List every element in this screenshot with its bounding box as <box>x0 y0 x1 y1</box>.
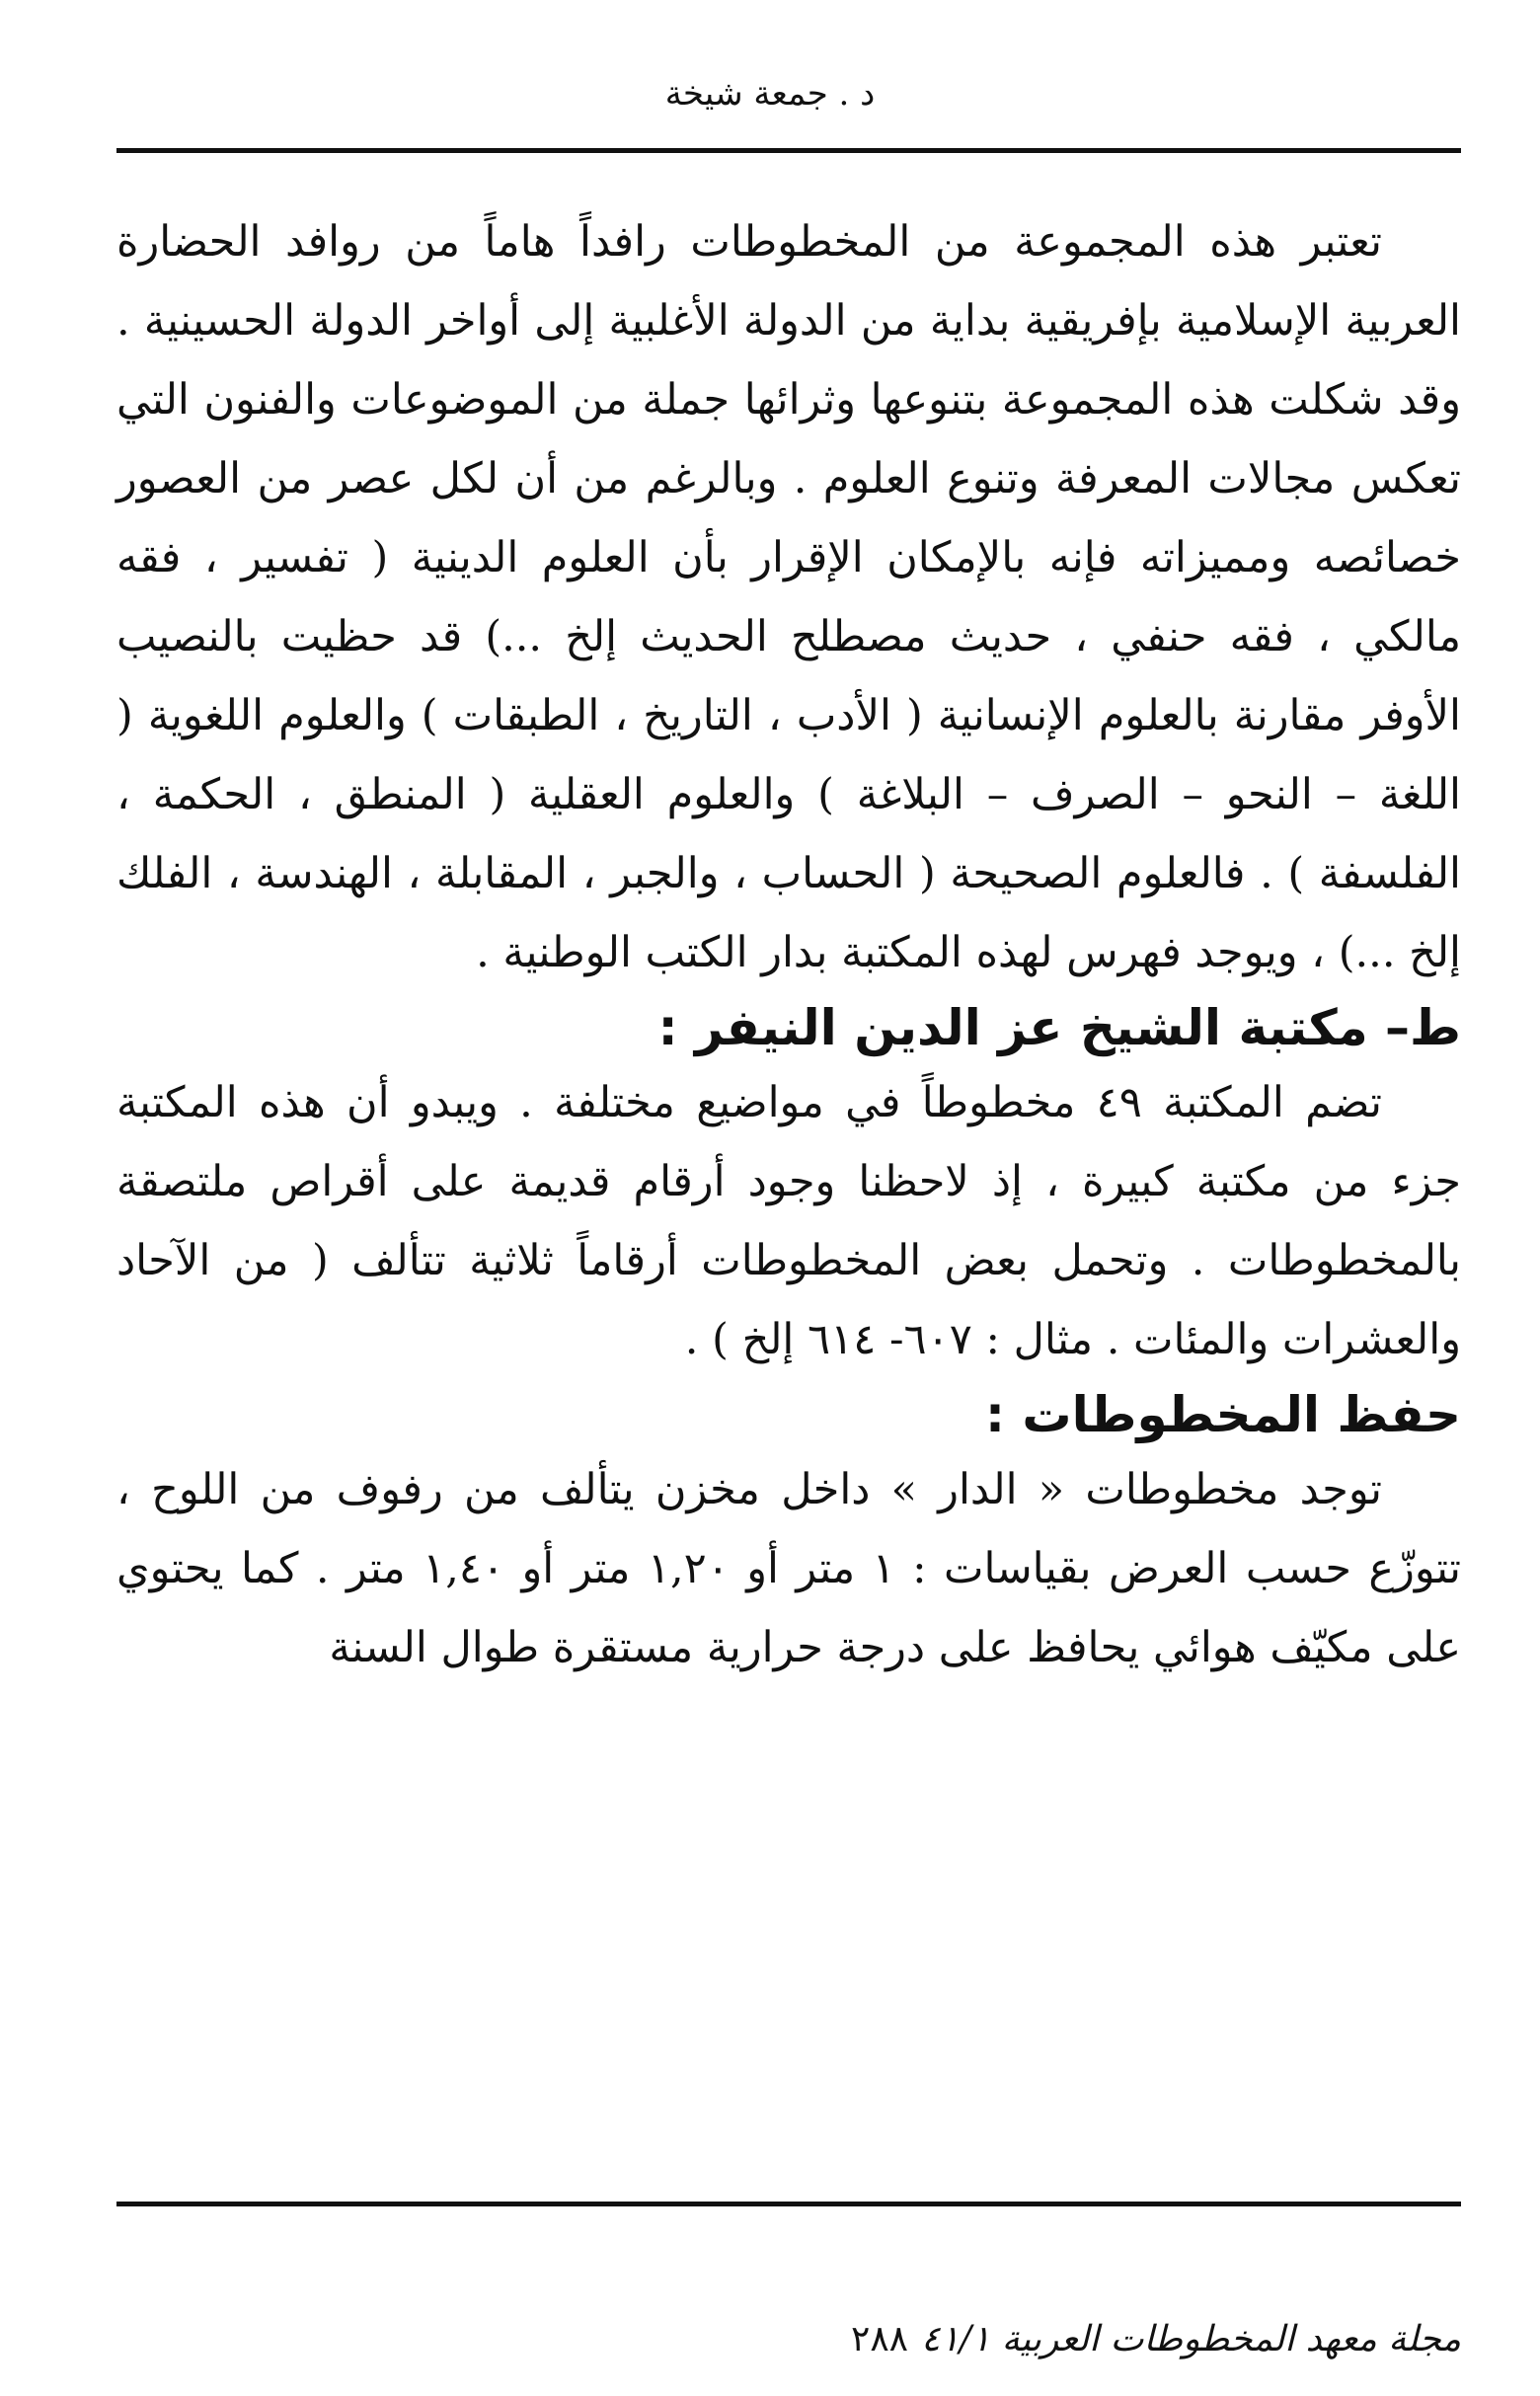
paragraph-collection-overview: تعتبر هذه المجموعة من المخطوطات رافداً هاماً من روافد الحضارة العربية الإسلامية بإفريقية بداية من الدولة الأغلبية إلى أواخر الدولة الحسينية . وقد شكلت هذه المجموعة بتنوعها وثرائها جملة من الموضوعات والفنون التي تعكس مجالات المعرفة وتنوع العلوم . وبالرغم من أن لكل عصر من العصور خصائصه ومميزاته فإنه بالإمكان الإقرار بأن العلوم الدينية ( تفسير ، فقه مالكي ، فقه حنفي ، حديث مصطلح الحديث إلخ ...) قد حظيت بالنصيب الأوفر مقارنة بالعلوم الإنسانية ( الأدب ، التاريخ ، الطبقات ) والعلوم اللغوية ( اللغة – النحو – الصرف – البلاغة ) والعلوم العقلية ( المنطق ، الحكمة ، الفلسفة ) . فالعلوم الصحيحة ( الحساب ، والجبر ، المقابلة ، الهندسة ، الفلك إلخ ...) ، ويوجد فهرس لهذه المكتبة بدار الكتب الوطنية . <box>116 217 1461 977</box>
section-heading-manuscript-preservation: حفظ المخطوطات : <box>984 1386 1461 1443</box>
page-body <box>116 202 1461 1687</box>
header-rule <box>116 148 1461 153</box>
footer-page-number: ٢٨٨ <box>850 2319 908 2359</box>
footer-journal-title: مجلة معهد المخطوطات العربية ٤١/١ <box>921 2319 1461 2359</box>
section-heading-nayfar-library: ط– مكتبة الشيخ عز الدين النيفر : <box>657 999 1461 1056</box>
running-head-author: د . جمعة شيخة <box>664 74 876 114</box>
paragraph-manuscript-preservation: توجد مخطوطات « الدار » داخل مخزن يتألف من رفوف من اللوح ، تتوزّع حسب العرض بقياسات : ١ متر أو ١,٢٠ متر أو ١,٤٠ متر . كما يحتوي على مكيّف هوائي يحافظ على درجة حرارية مستقرة طوال السنة <box>116 1465 1461 1672</box>
paragraph-nayfar-library: تضم المكتبة ٤٩ مخطوطاً في مواضيع مختلفة . ويبدو أن هذه المكتبة جزء من مكتبة كبيرة ، إذ لاحظنا وجود أرقام قديمة على أقراص ملتصقة بالمخطوطات . وتحمل بعض المخطوطات أرقاماً ثلاثية تتألف ( من الآحاد والعشرات والمئات . مثال : ٦٠٧- ٦١٤ إلخ ) . <box>116 1078 1461 1364</box>
footer-rule <box>116 2202 1461 2206</box>
